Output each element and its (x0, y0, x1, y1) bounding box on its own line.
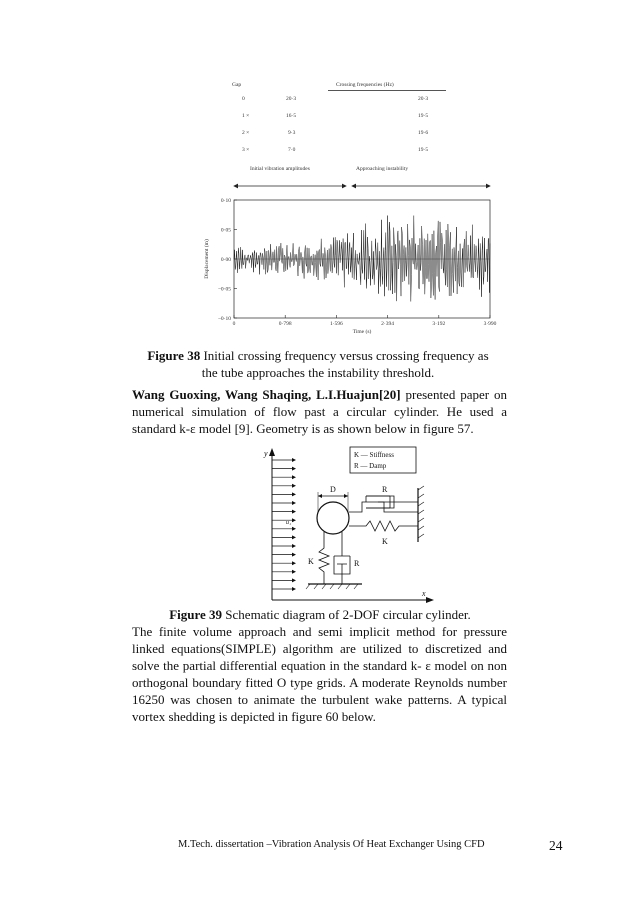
table-row (228, 147, 453, 155)
paragraph-1-text: presented paper on numerical simulation of flow past a circular cylinder. He used a standard k-ε model [9]. Geometry is as shown below in figure 57. (132, 387, 507, 436)
arrow-left-label: Initial vibration amplitudes (250, 166, 310, 172)
y-axis-arrow-icon (269, 448, 275, 456)
two-dof-schematic (262, 444, 440, 606)
x-tick-label: 1·596 (329, 321, 343, 327)
row-gap: 3 × (242, 147, 250, 153)
damper-top-icon (349, 496, 418, 512)
flow-arrow-icon (292, 458, 296, 462)
flow-arrow-icon (292, 578, 296, 582)
row-initial: 7·0 (288, 147, 296, 153)
flow-arrow-icon (292, 544, 296, 548)
flow-arrow-icon (292, 467, 296, 471)
row-initial: 9·3 (288, 130, 296, 136)
diagram-label-k-right: K (382, 537, 388, 546)
flow-arrows (272, 458, 296, 591)
diagram-label-r-bottom: R (354, 559, 360, 568)
spring-bottom-icon (319, 532, 329, 584)
row-gap: 1 × (242, 113, 250, 119)
displacement-series-line (234, 216, 490, 302)
flow-arrow-icon (292, 475, 296, 479)
x-axis-arrow-icon (426, 597, 434, 603)
paragraph-1-authors: Wang Guoxing, Wang Shaqing, L.I.Huajun[20] (132, 387, 401, 402)
chart-xlabel: Time (s) (352, 329, 372, 335)
crossing-frequency-table (228, 80, 453, 180)
figure-38-caption (140, 347, 496, 381)
y-tick-label: 0·10 (220, 198, 231, 204)
row-approach: 20·3 (418, 96, 429, 102)
row-initial: 20·3 (286, 96, 297, 102)
arrow-right-label: Approaching instability (356, 166, 409, 172)
flow-arrow-icon (292, 518, 296, 522)
diagram-axis-y: y (264, 449, 268, 458)
x-tick-label: 3·990 (483, 321, 497, 327)
flow-arrow-icon (292, 510, 296, 514)
row-approach: 19·5 (418, 113, 429, 119)
diagram-label-d: D (330, 485, 336, 494)
table-header-rule (328, 90, 446, 91)
footer-text: M.Tech. dissertation –Vibration Analysis Of Heat Exchanger Using CFD (178, 839, 485, 850)
diagram-label-r-top: R (382, 485, 388, 494)
ground-hatch (306, 584, 358, 589)
paragraph-1 (132, 386, 507, 437)
page-number: 24 (549, 838, 563, 853)
table-row (228, 130, 453, 138)
diagram-legend-k: K — Stiffness (354, 451, 394, 459)
x-tick-label: 0·798 (278, 321, 292, 327)
row-approach: 19·5 (418, 147, 429, 153)
figure-39-text: Schematic diagram of 2-DOF circular cylinder. (225, 607, 471, 622)
chart-ylabel: Displacement (m) (204, 239, 210, 279)
flow-arrow-icon (292, 570, 296, 574)
spring-right-icon (349, 521, 418, 531)
diagram-label-k-bottom: K (308, 557, 314, 566)
y-tick-label: 0·00 (220, 257, 231, 263)
row-approach: 19·6 (418, 130, 429, 136)
y-tick-label: −0·10 (217, 316, 231, 322)
y-tick-label: −0·05 (217, 286, 231, 293)
right-wall-hatch (418, 486, 424, 538)
flow-arrow-icon (292, 561, 296, 565)
flow-arrow-icon (292, 587, 296, 591)
table-row (228, 96, 453, 104)
diagram-legend-r: R — Damp (354, 462, 387, 470)
flow-arrow-icon (292, 501, 296, 505)
flow-arrow-icon (292, 527, 296, 531)
flow-arrow-icon (292, 484, 296, 488)
diagram-axis-x: x (422, 589, 426, 598)
displacement-chart (192, 190, 502, 340)
damper-bottom-icon (334, 532, 350, 584)
x-tick-label: 2·394 (381, 321, 395, 327)
x-tick-label: 0 (232, 321, 236, 327)
row-gap: 0 (242, 96, 245, 102)
flow-arrow-icon (292, 492, 296, 496)
figure-38-text: Initial crossing frequency versus crossing frequency as the tube approaches the instability threshold. (201, 348, 489, 380)
diagram-label-u: u₁ (286, 520, 292, 526)
y-tick-label: 0·05 (220, 227, 231, 234)
table-header-crossing: Crossing frequencies (Hz) (336, 82, 394, 88)
paragraph-2: The finite volume approach and semi implicit method for pressure linked equations(SIMPLE) algorithm are utilized to discretized and solve the partial differential equation in the standard k- ε model on non orthogonal boundary fitted O type grids. A moderate Reynolds number 16250 was chosen to animate the turbulent wake patterns. A typical vortex shedding is depicted in figure 60 below. (132, 624, 507, 724)
table-row (228, 113, 453, 121)
figure-39-caption (130, 606, 510, 623)
figure-39-label: Figure 39 (169, 607, 223, 622)
flow-arrow-icon (292, 535, 296, 539)
x-tick-label: 3·192 (432, 321, 446, 327)
row-initial: 16·5 (286, 113, 297, 119)
table-header-gap: Gap (232, 82, 242, 88)
figure-38-label: Figure 38 (147, 348, 201, 363)
cylinder-icon (317, 502, 349, 534)
row-gap: 2 × (242, 130, 250, 136)
flow-arrow-icon (292, 553, 296, 557)
